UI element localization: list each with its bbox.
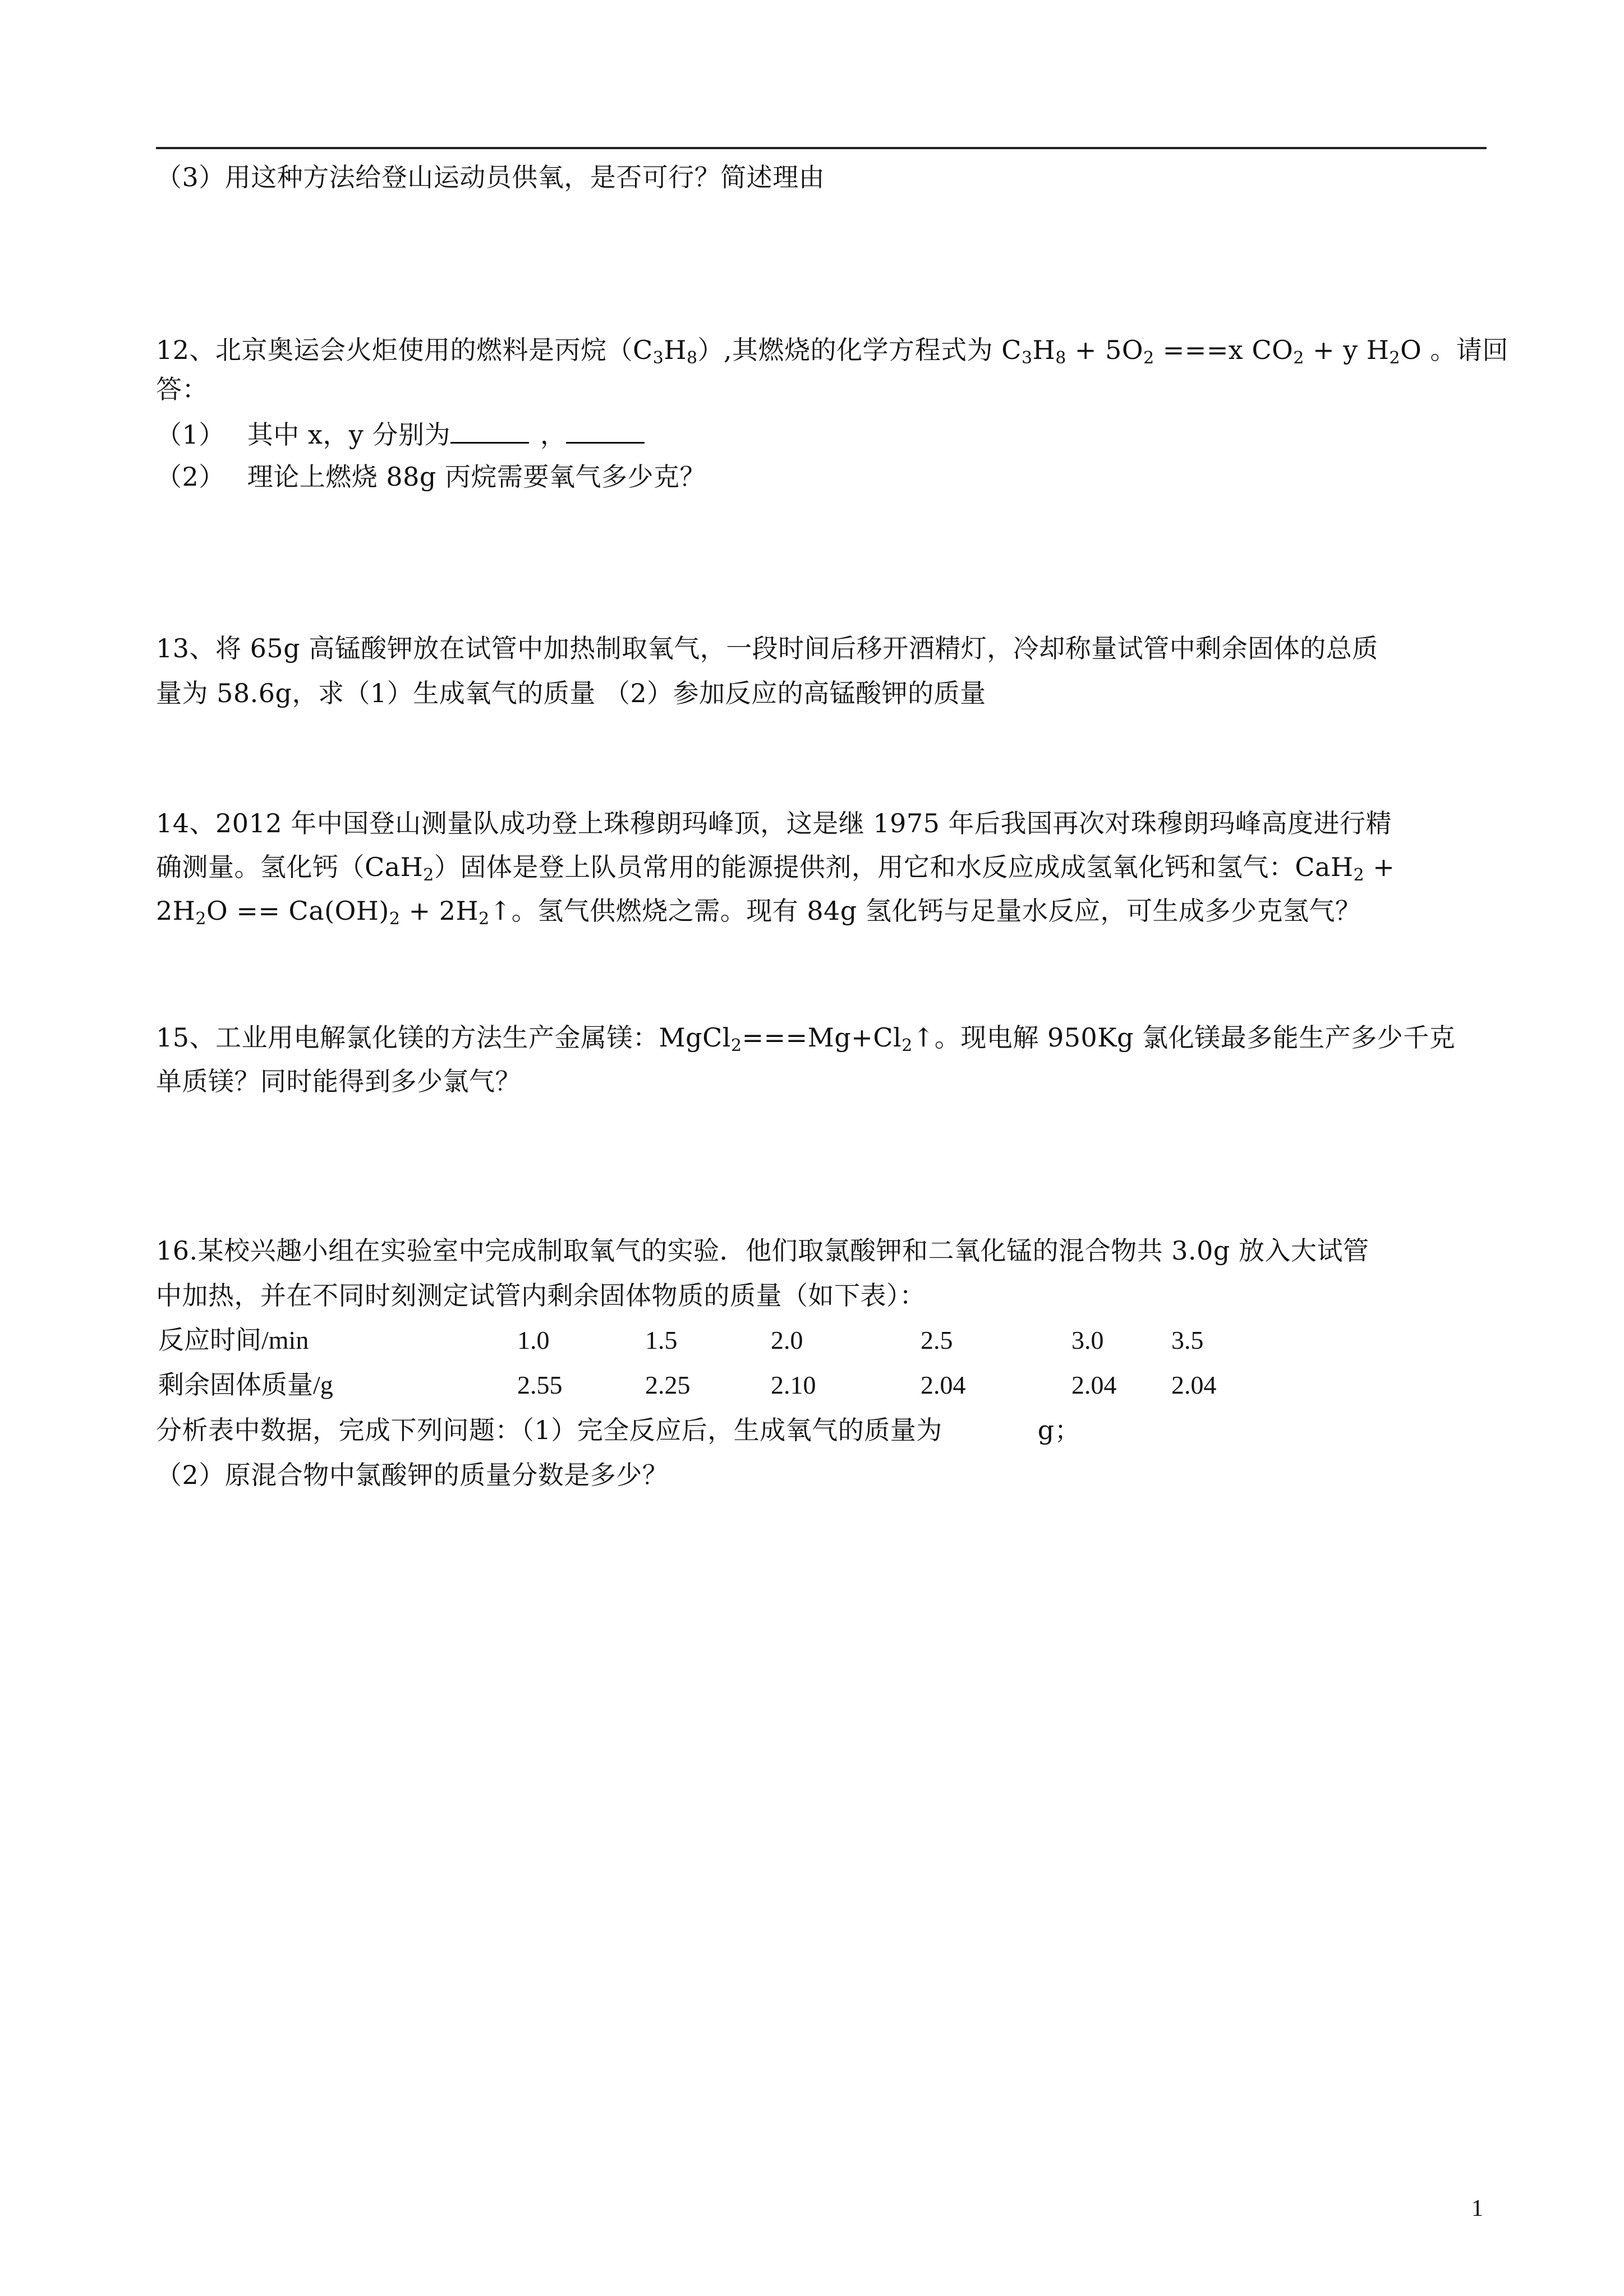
table-cell: 2.5 (921, 1326, 953, 1354)
q12-line2: 答： (156, 374, 208, 404)
table-cell: 2.04 (1071, 1371, 1117, 1399)
table-cell: 2.10 (771, 1371, 816, 1399)
q14-line2: 确测量。氢化钙（CaH$_2$）固体是登上队员常用的能源提供剂，用它和水反应成成氢氧化钙和氢气：CaH$_2$ + (156, 852, 1395, 885)
q13-line2: 量为 58.6g，求（1）生成氧气的质量 （2）参加反应的高锰酸钾的质量 (156, 678, 986, 708)
answer-blank-x[interactable] (450, 417, 529, 444)
table-cell: 2.55 (517, 1371, 563, 1399)
table-row2-label: 剩余固体质量/g (158, 1371, 333, 1399)
q15-line1: 15、工业用电解氯化镁的方法生产金属镁：$MgCl_2===Mg+Cl_2↑$。现电解 950Kg 氯化镁最多能生产多少千克 (156, 1022, 1456, 1055)
q16-line1: 16.某校兴趣小组在实验室中完成制取氧气的实验．他们取氯酸钾和二氧化锰的混合物共 3.0g 放入大试管 (156, 1235, 1369, 1266)
q16-line4: （2）原混合物中氯酸钾的质量分数是多少？ (156, 1460, 669, 1490)
q12-part1: （1） 其中 x，y 分别为 ， (156, 417, 645, 451)
q14-line1: 14、2012 年中国登山测量队成功登上珠穆朗玛峰顶，这是继 1975 年后我国再次对珠穆朗玛峰高度进行精 (156, 808, 1392, 838)
answer-blank-y[interactable] (566, 417, 645, 444)
page-number: 1 (1471, 2196, 1483, 2221)
q16-line3: 分析表中数据，完成下列问题：（1）完全反应后，生成氧气的质量为 g； (156, 1415, 1081, 1445)
q15-line2: 单质镁？同时能得到多少氯气？ (156, 1066, 521, 1096)
q12-part2: （2） 理论上燃烧 88g 丙烷需要氧气多少克？ (156, 462, 706, 492)
table-cell: 2.04 (1171, 1371, 1217, 1399)
table-cell: 2.04 (921, 1371, 966, 1399)
q11-part3: （3）用这种方法给登山运动员供氧，是否可行？简述理由 (156, 162, 825, 192)
table-cell: 3.5 (1171, 1326, 1204, 1354)
q13-line1: 13、将 65g 高锰酸钾放在试管中加热制取氧气，一段时间后移开酒精灯，冷却称量试管中剩余固体的总质 (156, 633, 1378, 663)
q12-line1: 12、北京奥运会火炬使用的燃料是丙烷$(C_3H_8)$,其燃烧的化学方程式为 $C_3H_8 + 5O_2 ===x$ $CO_2 + y$ $H_2O$ 。请回 (156, 335, 1508, 368)
table-cell: 2.25 (645, 1371, 691, 1399)
table-cell: 2.0 (771, 1326, 803, 1354)
table-row1-label: 反应时间/min (158, 1326, 309, 1354)
q16-line2: 中加热，并在不同时刻测定试管内剩余固体物质的质量（如下表）： (156, 1280, 926, 1311)
q14-line3: $2H_2O == Ca(OH)_2$ + $2H_2↑$。氢气供燃烧之需。现有 84g 氢化钙与足量水反应，可生成多少克氢气？ (156, 896, 1361, 929)
table-cell: 1.5 (645, 1326, 678, 1354)
table-cell: 1.0 (517, 1326, 550, 1354)
table-cell: 3.0 (1071, 1326, 1104, 1354)
header-rule (156, 147, 1487, 149)
